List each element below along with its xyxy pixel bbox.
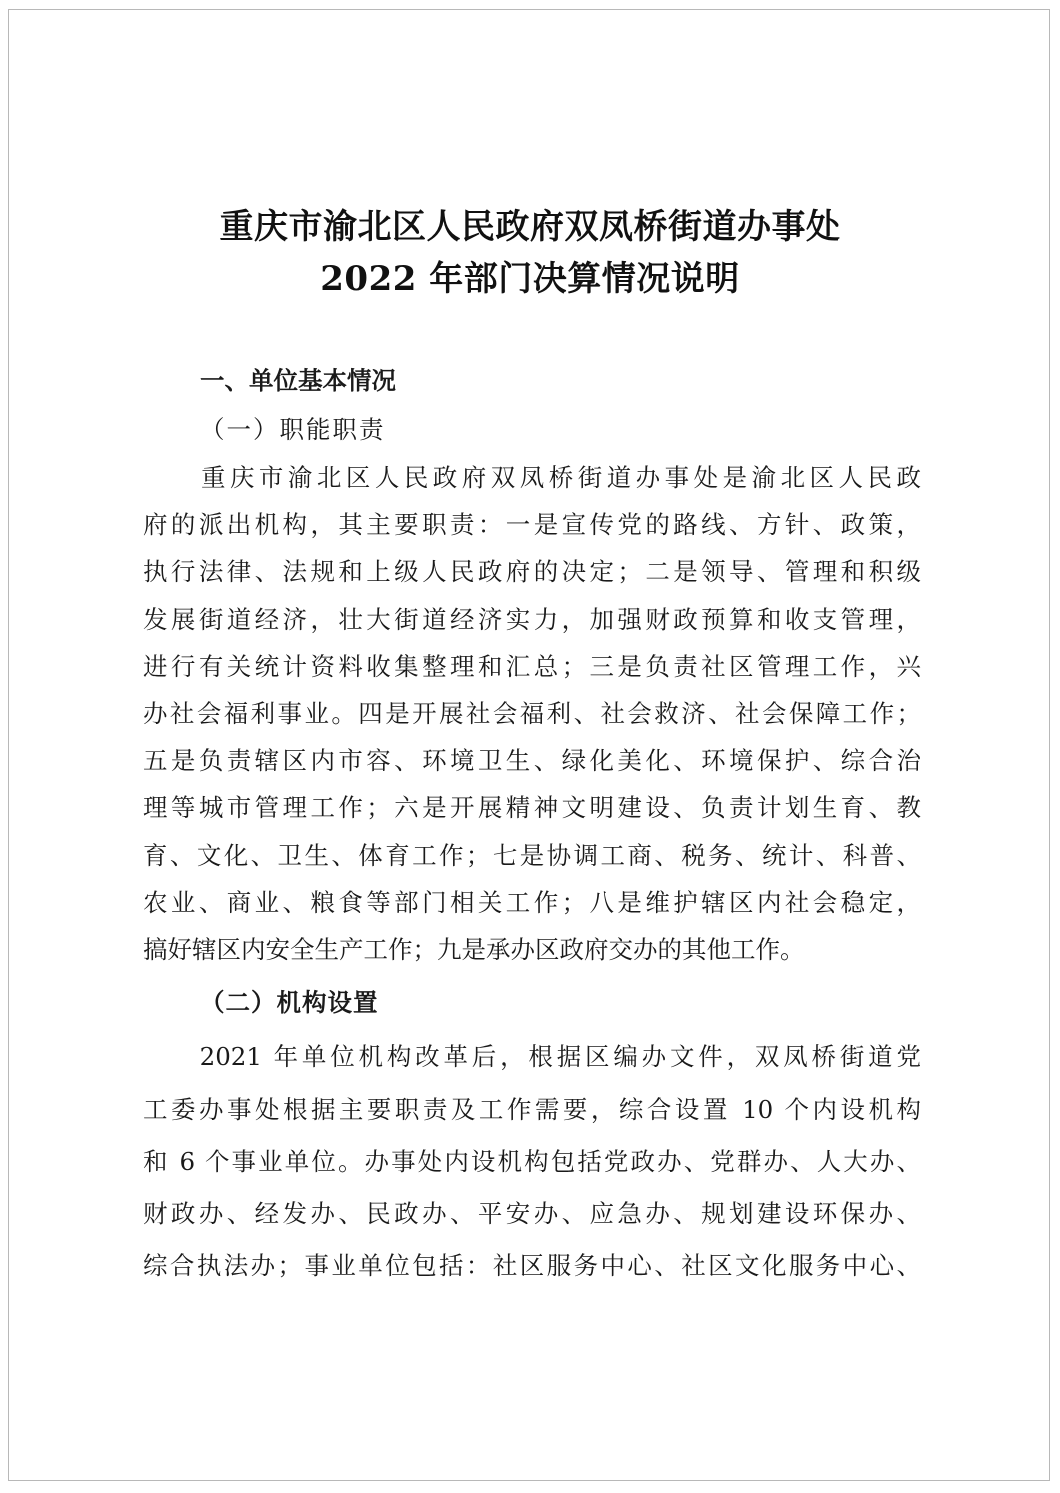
paragraph-line: 农业、商业、粮食等部门相关工作；八是维护辖区内社会稳定，: [143, 888, 921, 917]
paragraph-line: 理等城市管理工作；六是开展精神文明建设、负责计划生育、教: [143, 793, 921, 822]
subsection-heading-duties: （一）职能职责: [200, 415, 386, 444]
paragraph-line: 工委办事处根据主要职责及工作需要，综合设置 10 个内设机构: [143, 1095, 921, 1124]
paragraph-line: 重庆市渝北区人民政府双凤桥街道办事处是渝北区人民政: [143, 463, 921, 492]
paragraph-line: 发展街道经济，壮大街道经济实力，加强财政预算和收支管理，: [143, 605, 921, 634]
paragraph-line: 2021 年单位机构改革后，根据区编办文件，双凤桥街道党: [143, 1042, 921, 1071]
paragraph-line: 执行法律、法规和上级人民政府的决定；二是领导、管理和积级: [143, 557, 921, 586]
paragraph-line: 办社会福利事业。四是开展社会福利、社会救济、社会保障工作；: [143, 699, 921, 728]
subsection-heading-organization: （二）机构设置: [200, 988, 379, 1017]
paragraph-line: 府的派出机构，其主要职责：一是宣传党的路线、方针、政策，: [143, 510, 921, 539]
paragraph-line: 财政办、经发办、民政办、平安办、应急办、规划建设环保办、: [143, 1199, 921, 1228]
paragraph-line: 育、文化、卫生、体育工作；七是协调工商、税务、统计、科普、: [143, 841, 921, 870]
document-title-line1: 重庆市渝北区人民政府双凤桥街道办事处: [219, 207, 841, 247]
paragraph-line: 进行有关统计资料收集整理和汇总；三是负责社区管理工作，兴: [143, 652, 921, 681]
paragraph-line: 综合执法办；事业单位包括：社区服务中心、社区文化服务中心、: [143, 1251, 921, 1280]
paragraph-line: 五是负责辖区内市容、环境卫生、绿化美化、环境保护、综合治: [143, 746, 921, 775]
paragraph-line: 和 6 个事业单位。办事处内设机构包括党政办、党群办、人大办、: [143, 1147, 921, 1176]
document-title-line2: 2022 年部门决算情况说明: [320, 259, 740, 299]
section-heading-basic-info: 一、单位基本情况: [200, 366, 396, 395]
paragraph-line: 搞好辖区内安全生产工作；九是承办区政府交办的其他工作。: [143, 935, 805, 964]
